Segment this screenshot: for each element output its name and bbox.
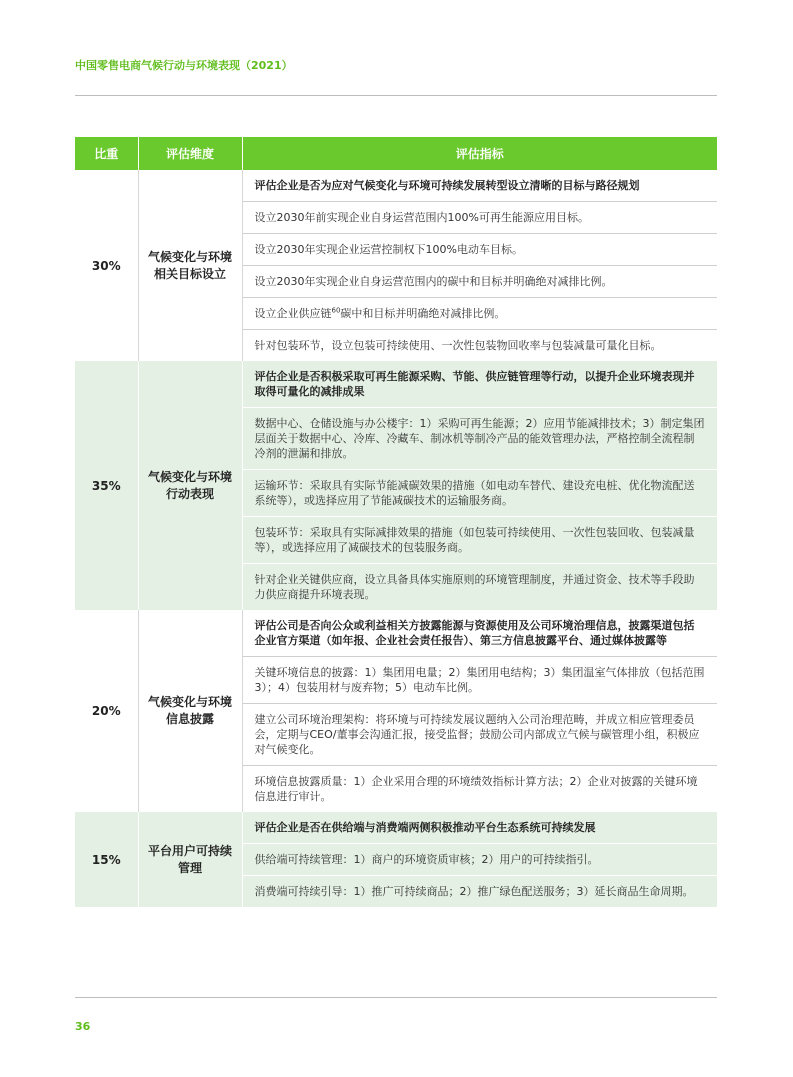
indicator-cell: 关键环境信息的披露：1）集团用电量；2）集团用电结构；3）集团温室气体排放（包括范围3）；4）包装用材与废弃物；5）电动车比例。 xyxy=(242,657,717,704)
indicator-text: 设立企业供应链$^{60}$碳中和目标并明确绝对减排比例。 xyxy=(254,306,506,320)
indicator-cell: 数据中心、仓储设施与办公楼宇：1）采购可再生能源；2）应用节能减排技术；3）制定集团层面关于数据中心、冷库、冷藏车、制冰机等制冷产品的能效管理办法，严格控制全流程制冷剂的泄漏和排放。 xyxy=(242,408,717,470)
indicator-summary: 评估企业是否在供给端与消费端两侧积极推动平台生态系统可持续发展 xyxy=(242,812,717,844)
table-header-row xyxy=(75,137,717,170)
dimension-cell: 气候变化与环境信息披露 xyxy=(138,610,242,812)
dimension-cell: 平台用户可持续管理 xyxy=(138,812,242,907)
indicator-cell: 建立公司环境治理架构：将环境与可持续发展议题纳入公司治理范畴，并成立相应管理委员会，定期与CEO/董事会沟通汇报，接受监督；鼓励公司内部成立气候与碳管理小组，积极应对气候变化。 xyxy=(242,704,717,766)
indicator-cell: 消费端可持续引导：1）推广可持续商品；2）推广绿色配送服务；3）延长商品生命周期。 xyxy=(242,876,717,908)
page-number: 36 xyxy=(75,1020,91,1033)
indicator-summary: 评估公司是否向公众或利益相关方披露能源与资源使用及公司环境治理信息，披露渠道包括企业官方渠道（如年报、企业社会责任报告）、第三方信息披露平台、通过媒体披露等 xyxy=(242,610,717,657)
indicator-cell: 针对企业关键供应商，设立具备具体实施原则的环境管理制度，并通过资金、技术等手段助力供应商提升环境表现。 xyxy=(242,564,717,611)
weight-cell: 30% xyxy=(75,170,138,361)
indicator-cell: 供给端可持续管理：1）商户的环境资质审核；2）用户的可持续指引。 xyxy=(242,844,717,876)
indicator-summary: 评估企业是否积极采取可再生能源采购、节能、供应链管理等行动，以提升企业环境表现并取得可量化的减排成果 xyxy=(242,361,717,408)
indicator-summary: 评估企业是否为应对气候变化与环境可持续发展转型设立清晰的目标与路径规划 xyxy=(242,170,717,202)
column-header-weight: 比重 xyxy=(75,137,138,170)
indicator-cell: 设立2030年前实现企业自身运营范围内100%可再生能源应用目标。 xyxy=(242,202,717,234)
report-title: 中国零售电商气候行动与环境表现（2021） xyxy=(75,59,293,72)
indicator-cell: 运输环节：采取具有实际节能减碳效果的措施（如电动车替代、建设充电桩、优化物流配送系统等），或选择应用了节能减碳技术的运输服务商。 xyxy=(242,470,717,517)
column-header-dimension: 评估维度 xyxy=(138,137,242,170)
column-header-indicator: 评估指标 xyxy=(242,137,717,170)
indicator-cell: 包装环节：采取具有实际减排效果的措施（如包装可持续使用、一次性包装回收、包装减量等），或选择应用了减碳技术的包装服务商。 xyxy=(242,517,717,564)
weight-cell: 20% xyxy=(75,610,138,812)
table-row xyxy=(75,361,717,408)
indicator-cell: 针对包装环节，设立包装可持续使用、一次性包装物回收率与包装减量可量化目标。 xyxy=(242,330,717,362)
dimension-cell: 气候变化与环境相关目标设立 xyxy=(138,170,242,361)
evaluation-table xyxy=(75,137,717,907)
header-divider xyxy=(75,95,717,96)
weight-cell: 15% xyxy=(75,812,138,907)
indicator-cell: 环境信息披露质量：1）企业采用合理的环境绩效指标计算方法；2）企业对披露的关键环境信息进行审计。 xyxy=(242,766,717,813)
weight-cell: 35% xyxy=(75,361,138,610)
footer-divider xyxy=(75,997,717,998)
table-row xyxy=(75,610,717,657)
dimension-cell: 气候变化与环境行动表现 xyxy=(138,361,242,610)
table-row xyxy=(75,812,717,844)
table-row xyxy=(75,170,717,202)
indicator-cell: 设立2030年实现企业自身运营范围内的碳中和目标并明确绝对减排比例。 xyxy=(242,266,717,298)
footnote-marker: 60 xyxy=(331,306,341,315)
indicator-cell-with-footnote xyxy=(242,298,717,330)
indicator-cell: 设立2030年实现企业运营控制权下100%电动车目标。 xyxy=(242,234,717,266)
